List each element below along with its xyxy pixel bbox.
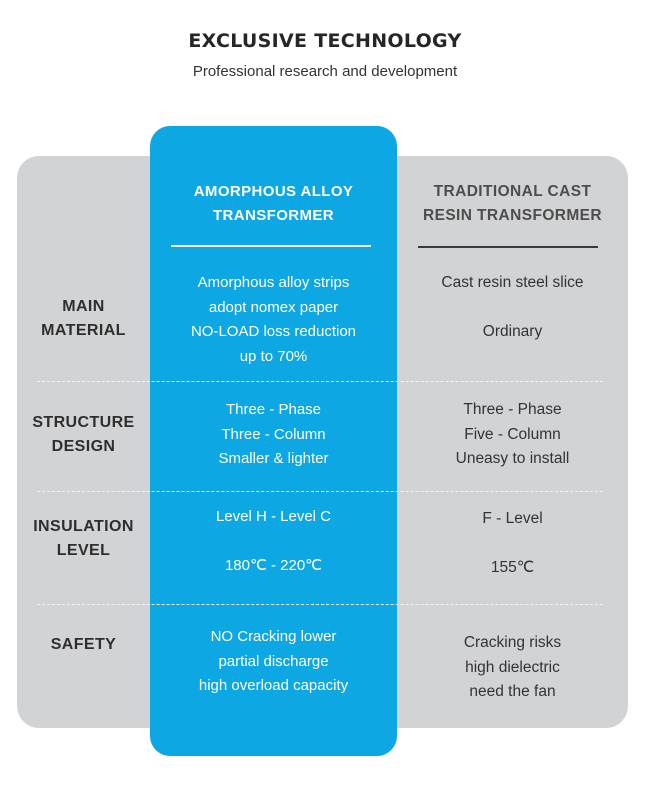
column-header-traditional [397, 180, 628, 228]
column-header-line: TRANSFORMER [212, 207, 335, 224]
column-header-underline [418, 246, 598, 248]
cell-line: NO-LOAD loss reduction [190, 323, 357, 340]
cell-line: Amorphous alloy strips [197, 274, 350, 291]
cell-traditional-structure-design [397, 398, 628, 472]
row-label-main-material [17, 295, 150, 343]
row-label-line: STRUCTURE [32, 414, 135, 431]
column-header-line: RESIN TRANSFORMER [422, 207, 603, 224]
cell-line: F - Level [482, 510, 543, 527]
cell-line: Smaller & lighter [218, 450, 329, 467]
row-label-line: MAIN [62, 298, 105, 315]
cell-line [397, 296, 628, 321]
row-divider [37, 381, 603, 382]
row-label-line: SAFETY [50, 636, 117, 653]
cell-line: Five - Column [464, 425, 561, 443]
row-label-line: MATERIAL [41, 322, 126, 339]
cell-line: partial discharge [218, 652, 329, 670]
cell-line: Three - Column [221, 425, 326, 443]
cell-amorphous-insulation-level [150, 505, 397, 579]
cell-line: 155℃ [490, 559, 535, 576]
row-label-insulation-level [17, 515, 150, 563]
cell-traditional-main-material [397, 271, 628, 345]
column-header-line: AMORPHOUS ALLOY [193, 183, 354, 200]
cell-line: Ordinary [482, 323, 543, 340]
row-label-line: DESIGN [51, 438, 116, 455]
row-divider [37, 604, 603, 605]
row-label-structure-design [17, 411, 150, 459]
cell-traditional-insulation-level [397, 507, 628, 581]
cell-line: adopt nomex paper [208, 298, 339, 316]
cell-line: need the fan [469, 683, 556, 700]
column-header-line: TRADITIONAL CAST [433, 183, 592, 200]
cell-line: Three - Phase [463, 401, 562, 418]
page-title: EXCLUSIVE TECHNOLOGY [188, 30, 462, 52]
cell-traditional-safety [397, 631, 628, 705]
cell-line: high dielectric [465, 658, 560, 676]
cell-line: NO Cracking lower [210, 628, 337, 645]
cell-line [397, 532, 628, 557]
cell-amorphous-safety [150, 625, 397, 699]
cell-line: Cast resin steel slice [441, 274, 584, 291]
row-label-safety [17, 633, 150, 657]
cell-line [150, 530, 397, 555]
cell-line: high overload capacity [198, 677, 349, 694]
cell-line: 180℃ - 220℃ [224, 557, 323, 574]
row-label-line: LEVEL [56, 542, 111, 559]
cell-amorphous-structure-design [150, 398, 397, 472]
cell-amorphous-main-material [150, 271, 397, 369]
cell-line: Three - Phase [225, 401, 322, 418]
column-header-underline [171, 245, 371, 247]
cell-line: Cracking risks [463, 634, 562, 651]
row-label-line: INSULATION [33, 518, 134, 535]
cell-line: Uneasy to install [455, 450, 570, 467]
page-subtitle: Professional research and development [192, 63, 458, 80]
row-divider [37, 491, 603, 492]
column-header-amorphous [150, 180, 397, 228]
cell-line: up to 70% [239, 347, 308, 365]
cell-line: Level H - Level C [215, 508, 332, 525]
